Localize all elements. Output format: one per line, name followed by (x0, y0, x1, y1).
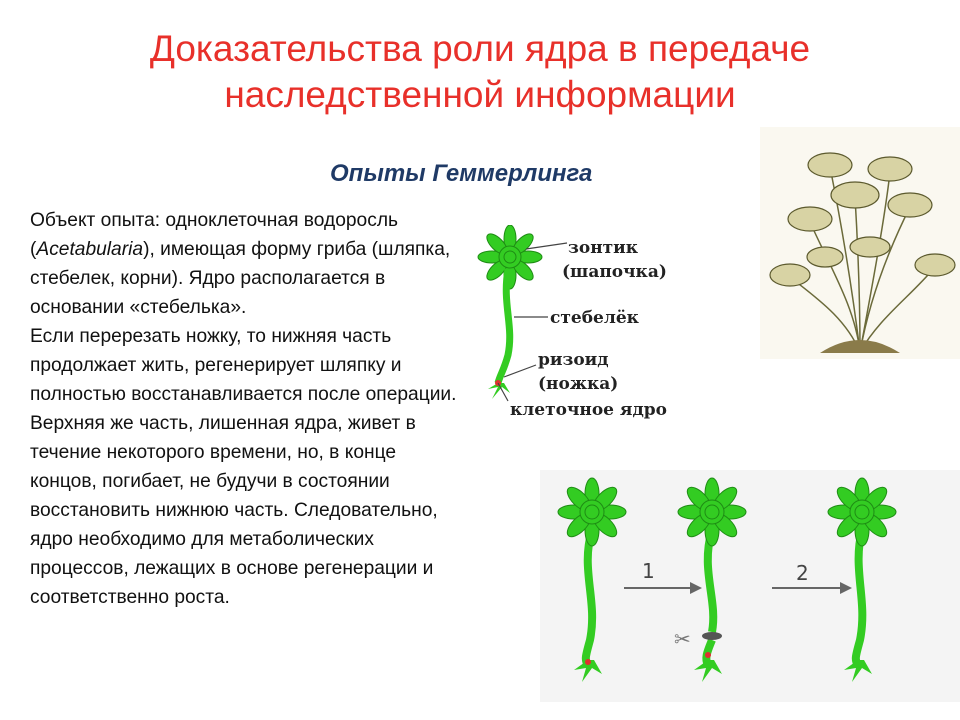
slide-subtitle: Опыты Геммерлинга (330, 160, 593, 187)
step-1-label: 1 (642, 559, 655, 583)
body-text (30, 206, 460, 612)
species-name: Acetabularia (36, 239, 144, 260)
acetabularia-diagram (462, 225, 692, 430)
label-rhizoid-alt: (ножка) (538, 374, 619, 394)
title-line-1: Доказательства роли ядра в передаче (149, 28, 811, 69)
experiment-sequence (540, 470, 960, 702)
paragraph-object-part1: Объект опыта: одноклеточная водоросль ( (30, 210, 399, 260)
stalk (498, 269, 510, 383)
paragraph-object (30, 206, 460, 322)
paragraph-experiment: Если перерезать ножку, то нижняя часть продолжает жить, регенерирует шляпку и полностью восстанавливается после операции. Верхняя же часть, лишенная ядра, живет в течение некоторого времени, но, в конце концов, погибает, не будучи в состоянии восстановить нижнюю часть. Следовательно, ядро необходимо для метаболических процессов, лежащих в основе регенерации и соответственно роста. (30, 326, 457, 608)
acetabularia-illustration (760, 127, 960, 359)
label-rhizoid: ризоид (538, 350, 609, 370)
svg-text:✂: ✂ (674, 627, 691, 651)
step-2-label: 2 (796, 561, 809, 585)
paragraph-object-part2: ), имеющая форму гриба (шляпка, стебелек, корни). Ядро располагается в основании «стебелька». (30, 239, 451, 318)
label-nucleus: клеточное ядро (510, 400, 668, 420)
label-cap-alt: (шапочка) (562, 262, 667, 282)
slide-title (0, 26, 960, 118)
label-stalk: стебелёк (550, 308, 639, 328)
title-line-2: наследственной информации (224, 74, 736, 115)
label-cap: зонтик (568, 238, 639, 258)
